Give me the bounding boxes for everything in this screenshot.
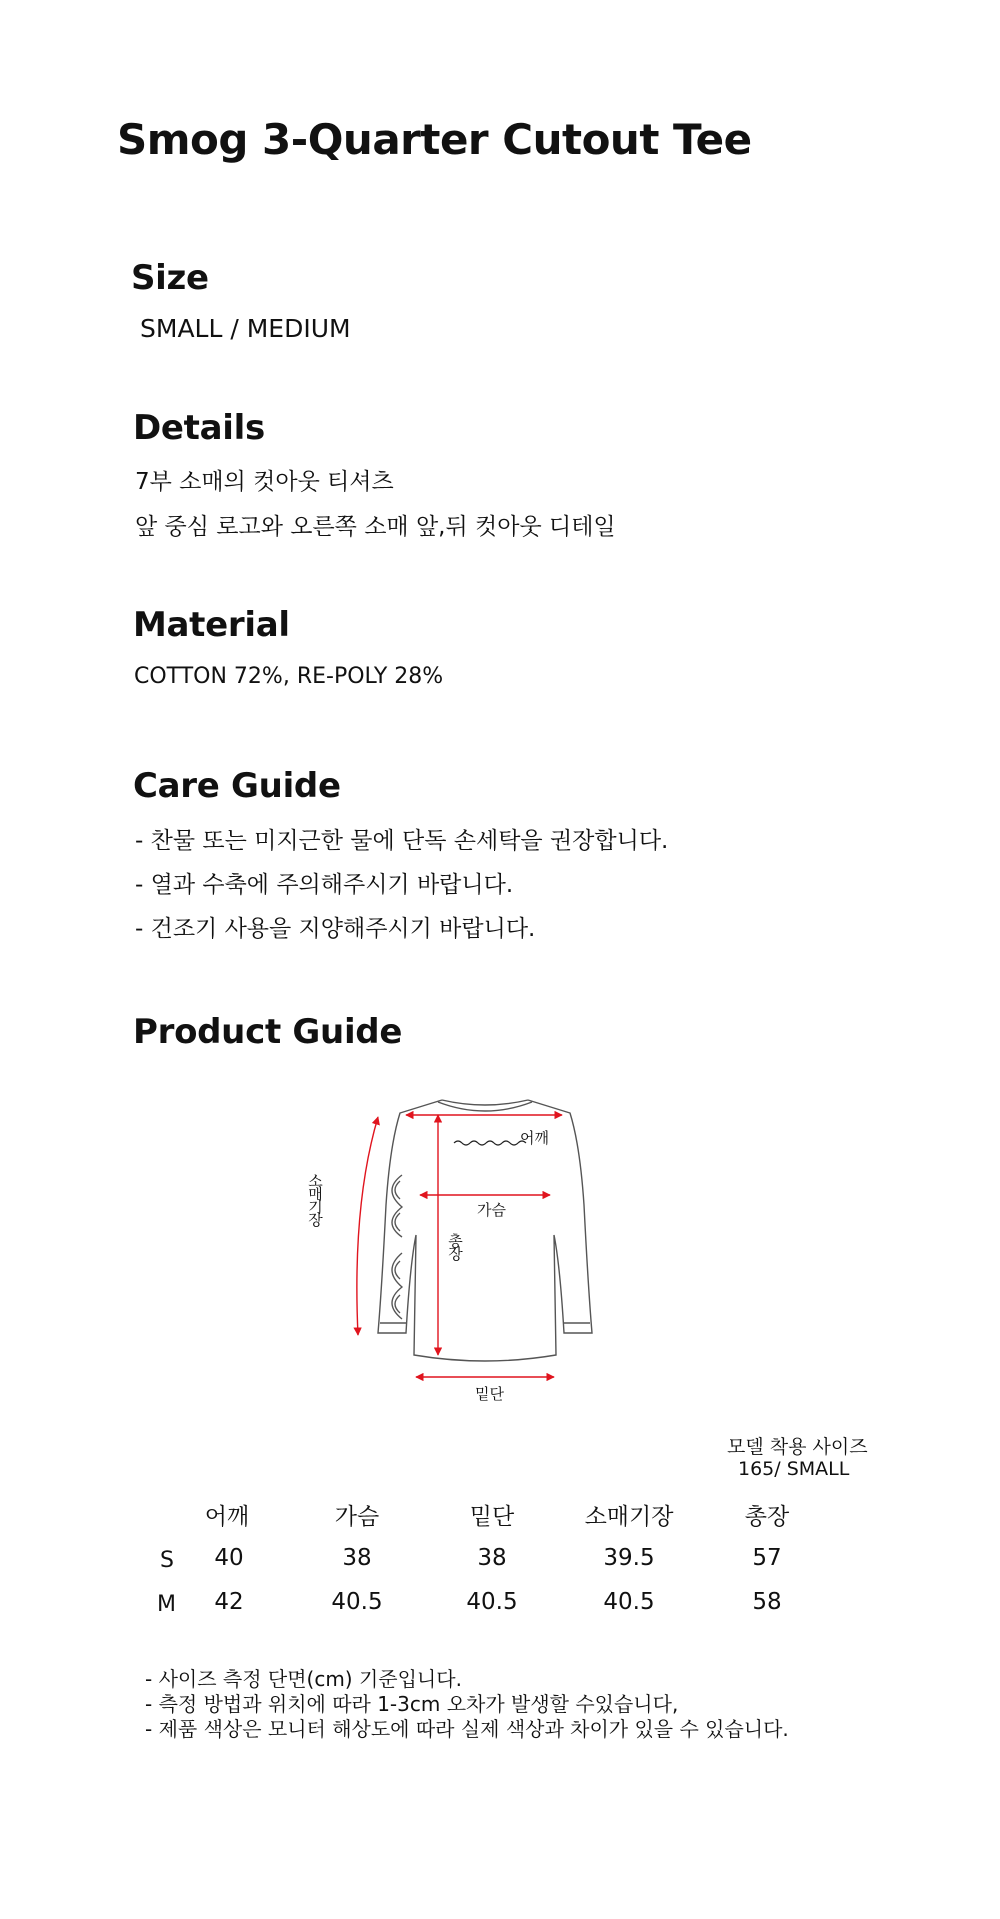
details-heading: Details: [133, 408, 265, 448]
size-note: - 사이즈 측정 단면(cm) 기준입니다.: [145, 1667, 462, 1691]
table-header: 소매기장: [584, 1504, 674, 1530]
table-row-size: M: [157, 1592, 176, 1617]
care-line: - 건조기 사용을 지양해주시기 바랍니다.: [135, 916, 536, 942]
table-header: 어깨: [204, 1504, 250, 1530]
table-header: 가슴: [334, 1504, 380, 1530]
material-value: COTTON 72%, RE-POLY 28%: [134, 664, 444, 689]
table-cell: 39.5: [603, 1545, 655, 1571]
table-cell: 38: [477, 1545, 507, 1571]
care-line: - 열과 수축에 주의해주시기 바랍니다.: [135, 872, 514, 898]
product-guide-heading: Product Guide: [133, 1012, 403, 1052]
table-header: 총장: [744, 1504, 790, 1530]
material-heading: Material: [133, 605, 290, 645]
table-cell: 38: [342, 1545, 372, 1571]
diagram-label-sleeve: 소매기장: [306, 1173, 324, 1225]
diagram-label-hem: 밑단: [475, 1385, 504, 1403]
diagram-label-length: 총장: [446, 1233, 464, 1259]
garment-measurement-diagram: [290, 1085, 630, 1405]
size-note: - 측정 방법과 위치에 따라 1-3cm 오차가 발생할 수있습니다,: [145, 1692, 679, 1716]
details-line: 앞 중심 로고와 오른쪽 소매 앞,뒤 컷아웃 디테일: [135, 514, 616, 540]
details-line: 7부 소매의 컷아웃 티셔츠: [135, 469, 394, 495]
table-row-size: S: [160, 1548, 174, 1573]
size-heading: Size: [131, 258, 209, 298]
diagram-label-shoulder: 어깨: [520, 1129, 549, 1147]
size-value: SMALL / MEDIUM: [140, 314, 351, 343]
care-line: - 찬물 또는 미지근한 물에 단독 손세탁을 권장합니다.: [135, 828, 669, 854]
table-cell: 58: [752, 1589, 782, 1615]
table-cell: 40.5: [466, 1589, 518, 1615]
model-size-label: 모델 착용 사이즈: [727, 1436, 868, 1458]
table-header: 밑단: [469, 1504, 515, 1530]
size-note: - 제품 색상은 모니터 해상도에 따라 실제 색상과 차이가 있을 수 있습니다.: [145, 1717, 789, 1741]
care-heading: Care Guide: [133, 766, 341, 806]
table-cell: 57: [752, 1545, 782, 1571]
table-cell: 40: [214, 1545, 244, 1571]
table-cell: 40.5: [603, 1589, 655, 1615]
diagram-label-chest: 가슴: [477, 1201, 506, 1219]
model-size-value: 165/ SMALL: [738, 1458, 850, 1480]
table-cell: 42: [214, 1589, 244, 1615]
table-cell: 40.5: [331, 1589, 383, 1615]
product-title: Smog 3-Quarter Cutout Tee: [117, 115, 752, 164]
